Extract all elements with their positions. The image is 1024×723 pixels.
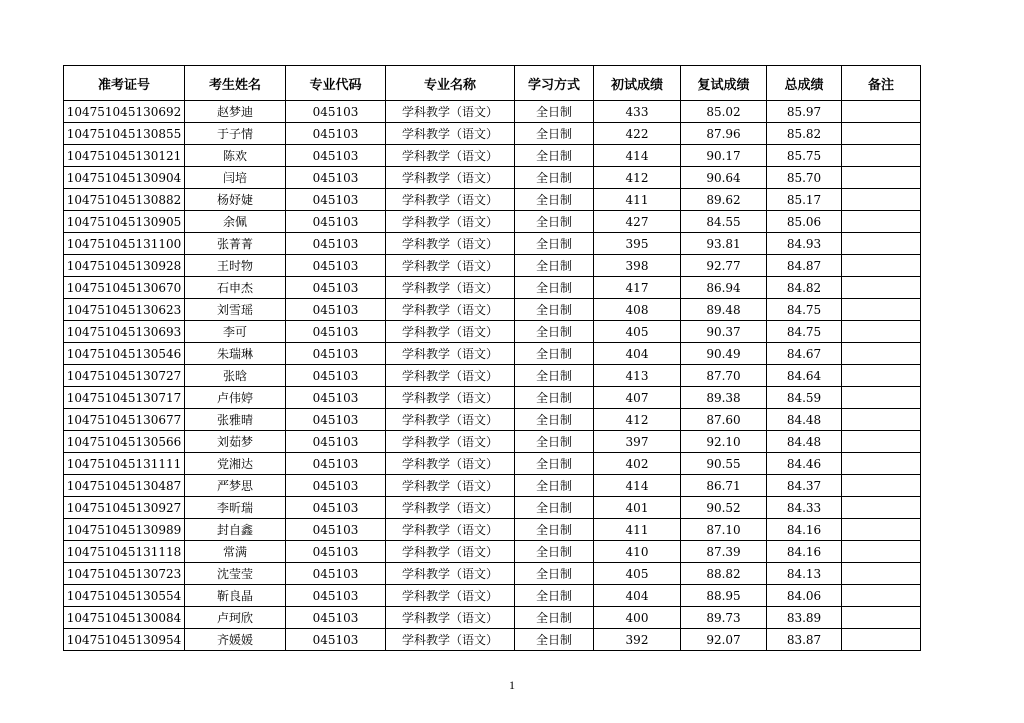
table-row	[64, 211, 921, 233]
cell-major-name: 学科教学（语文）	[386, 299, 515, 321]
header-cell-study-mode: 学习方式	[515, 66, 594, 101]
cell-study-mode: 全日制	[515, 255, 594, 277]
cell-remarks	[842, 409, 921, 431]
table-row	[64, 299, 921, 321]
cell-remarks	[842, 453, 921, 475]
header-row	[64, 66, 921, 101]
cell-exam-id: 104751045130727	[64, 365, 185, 387]
cell-name: 赵梦迪	[185, 101, 286, 123]
cell-remarks	[842, 387, 921, 409]
cell-remarks	[842, 189, 921, 211]
cell-major-name: 学科教学（语文）	[386, 453, 515, 475]
cell-study-mode: 全日制	[515, 101, 594, 123]
cell-remarks	[842, 123, 921, 145]
cell-remarks	[842, 585, 921, 607]
cell-initial-score: 417	[594, 277, 681, 299]
cell-major-code: 045103	[286, 431, 386, 453]
cell-exam-id: 104751045130546	[64, 343, 185, 365]
cell-exam-id: 104751045130905	[64, 211, 185, 233]
cell-total-score: 84.67	[767, 343, 842, 365]
cell-total-score: 84.75	[767, 321, 842, 343]
cell-study-mode: 全日制	[515, 189, 594, 211]
cell-initial-score: 412	[594, 167, 681, 189]
cell-remarks	[842, 299, 921, 321]
header-cell-major-name: 专业名称	[386, 66, 515, 101]
cell-study-mode: 全日制	[515, 167, 594, 189]
cell-major-code: 045103	[286, 145, 386, 167]
table-row	[64, 453, 921, 475]
score-table	[63, 65, 921, 651]
cell-exam-id: 104751045130670	[64, 277, 185, 299]
table-row	[64, 255, 921, 277]
cell-major-code: 045103	[286, 189, 386, 211]
cell-exam-id: 104751045130487	[64, 475, 185, 497]
cell-name: 张雅晴	[185, 409, 286, 431]
cell-major-code: 045103	[286, 519, 386, 541]
cell-major-code: 045103	[286, 101, 386, 123]
cell-name: 张晗	[185, 365, 286, 387]
cell-major-code: 045103	[286, 497, 386, 519]
table-row	[64, 101, 921, 123]
cell-total-score: 84.93	[767, 233, 842, 255]
cell-initial-score: 411	[594, 189, 681, 211]
cell-name: 李昕瑞	[185, 497, 286, 519]
cell-major-code: 045103	[286, 585, 386, 607]
cell-exam-id: 104751045130677	[64, 409, 185, 431]
cell-total-score: 85.97	[767, 101, 842, 123]
cell-remarks	[842, 321, 921, 343]
cell-exam-id: 104751045130927	[64, 497, 185, 519]
header-cell-initial-score: 初试成绩	[594, 66, 681, 101]
cell-major-name: 学科教学（语文）	[386, 343, 515, 365]
cell-name: 严梦思	[185, 475, 286, 497]
cell-total-score: 84.37	[767, 475, 842, 497]
cell-total-score: 84.48	[767, 409, 842, 431]
table-row	[64, 167, 921, 189]
cell-total-score: 84.87	[767, 255, 842, 277]
table-row	[64, 497, 921, 519]
cell-exam-id: 104751045130623	[64, 299, 185, 321]
cell-study-mode: 全日制	[515, 453, 594, 475]
cell-total-score: 84.75	[767, 299, 842, 321]
cell-exam-id: 104751045131118	[64, 541, 185, 563]
cell-exam-id: 104751045130693	[64, 321, 185, 343]
cell-major-name: 学科教学（语文）	[386, 541, 515, 563]
cell-total-score: 84.16	[767, 519, 842, 541]
table-row	[64, 343, 921, 365]
cell-major-code: 045103	[286, 563, 386, 585]
cell-major-code: 045103	[286, 365, 386, 387]
cell-initial-score: 392	[594, 629, 681, 651]
table-row	[64, 365, 921, 387]
cell-study-mode: 全日制	[515, 123, 594, 145]
cell-initial-score: 433	[594, 101, 681, 123]
cell-study-mode: 全日制	[515, 607, 594, 629]
cell-major-name: 学科教学（语文）	[386, 211, 515, 233]
cell-initial-score: 395	[594, 233, 681, 255]
cell-major-code: 045103	[286, 255, 386, 277]
cell-retest-score: 85.02	[681, 101, 767, 123]
cell-initial-score: 422	[594, 123, 681, 145]
table-row	[64, 563, 921, 585]
table-row	[64, 541, 921, 563]
cell-retest-score: 87.10	[681, 519, 767, 541]
cell-study-mode: 全日制	[515, 299, 594, 321]
cell-remarks	[842, 233, 921, 255]
cell-study-mode: 全日制	[515, 541, 594, 563]
cell-major-name: 学科教学（语文）	[386, 497, 515, 519]
header-cell-retest-score: 复试成绩	[681, 66, 767, 101]
header-cell-major-code: 专业代码	[286, 66, 386, 101]
cell-initial-score: 400	[594, 607, 681, 629]
cell-initial-score: 402	[594, 453, 681, 475]
table-row	[64, 189, 921, 211]
cell-major-name: 学科教学（语文）	[386, 101, 515, 123]
table-body	[64, 101, 921, 651]
cell-major-code: 045103	[286, 233, 386, 255]
cell-name: 于子情	[185, 123, 286, 145]
cell-name: 闫培	[185, 167, 286, 189]
cell-study-mode: 全日制	[515, 519, 594, 541]
cell-remarks	[842, 343, 921, 365]
table-row	[64, 629, 921, 651]
cell-initial-score: 405	[594, 563, 681, 585]
table-row	[64, 607, 921, 629]
cell-total-score: 84.16	[767, 541, 842, 563]
table-row	[64, 277, 921, 299]
cell-initial-score: 408	[594, 299, 681, 321]
cell-major-name: 学科教学（语文）	[386, 629, 515, 651]
table-row	[64, 233, 921, 255]
cell-major-name: 学科教学（语文）	[386, 607, 515, 629]
cell-initial-score: 404	[594, 343, 681, 365]
cell-remarks	[842, 145, 921, 167]
cell-total-score: 84.59	[767, 387, 842, 409]
cell-remarks	[842, 365, 921, 387]
cell-study-mode: 全日制	[515, 585, 594, 607]
cell-major-code: 045103	[286, 277, 386, 299]
cell-initial-score: 414	[594, 475, 681, 497]
cell-name: 靳良晶	[185, 585, 286, 607]
cell-initial-score: 397	[594, 431, 681, 453]
table-row	[64, 387, 921, 409]
cell-major-name: 学科教学（语文）	[386, 277, 515, 299]
header-cell-name: 考生姓名	[185, 66, 286, 101]
cell-major-name: 学科教学（语文）	[386, 145, 515, 167]
cell-study-mode: 全日制	[515, 387, 594, 409]
cell-major-name: 学科教学（语文）	[386, 365, 515, 387]
cell-exam-id: 104751045130121	[64, 145, 185, 167]
cell-initial-score: 413	[594, 365, 681, 387]
cell-retest-score: 87.70	[681, 365, 767, 387]
table-row	[64, 431, 921, 453]
cell-retest-score: 87.39	[681, 541, 767, 563]
cell-initial-score: 411	[594, 519, 681, 541]
cell-retest-score: 90.17	[681, 145, 767, 167]
cell-retest-score: 86.94	[681, 277, 767, 299]
cell-total-score: 84.48	[767, 431, 842, 453]
cell-total-score: 85.75	[767, 145, 842, 167]
cell-name: 刘茹梦	[185, 431, 286, 453]
cell-major-name: 学科教学（语文）	[386, 563, 515, 585]
cell-major-name: 学科教学（语文）	[386, 321, 515, 343]
cell-retest-score: 89.48	[681, 299, 767, 321]
cell-exam-id: 104751045130928	[64, 255, 185, 277]
cell-name: 封自鑫	[185, 519, 286, 541]
cell-exam-id: 104751045130882	[64, 189, 185, 211]
cell-retest-score: 89.38	[681, 387, 767, 409]
cell-major-code: 045103	[286, 387, 386, 409]
cell-name: 党湘达	[185, 453, 286, 475]
cell-total-score: 84.06	[767, 585, 842, 607]
cell-name: 齐媛媛	[185, 629, 286, 651]
header-cell-exam-id: 准考证号	[64, 66, 185, 101]
cell-total-score: 85.82	[767, 123, 842, 145]
cell-name: 卢珂欣	[185, 607, 286, 629]
cell-major-name: 学科教学（语文）	[386, 255, 515, 277]
cell-retest-score: 86.71	[681, 475, 767, 497]
cell-total-score: 83.87	[767, 629, 842, 651]
header-cell-remarks: 备注	[842, 66, 921, 101]
cell-study-mode: 全日制	[515, 211, 594, 233]
cell-name: 卢伟婷	[185, 387, 286, 409]
cell-major-code: 045103	[286, 299, 386, 321]
cell-major-code: 045103	[286, 541, 386, 563]
cell-name: 朱瑞琳	[185, 343, 286, 365]
cell-name: 李可	[185, 321, 286, 343]
cell-study-mode: 全日制	[515, 497, 594, 519]
cell-exam-id: 104751045130566	[64, 431, 185, 453]
cell-major-code: 045103	[286, 409, 386, 431]
cell-exam-id: 104751045130989	[64, 519, 185, 541]
cell-exam-id: 104751045131111	[64, 453, 185, 475]
cell-major-name: 学科教学（语文）	[386, 475, 515, 497]
cell-initial-score: 414	[594, 145, 681, 167]
cell-exam-id: 104751045130855	[64, 123, 185, 145]
cell-remarks	[842, 431, 921, 453]
cell-name: 石申杰	[185, 277, 286, 299]
cell-retest-score: 92.07	[681, 629, 767, 651]
cell-study-mode: 全日制	[515, 475, 594, 497]
table-row	[64, 585, 921, 607]
cell-total-score: 84.13	[767, 563, 842, 585]
cell-major-name: 学科教学（语文）	[386, 519, 515, 541]
cell-study-mode: 全日制	[515, 365, 594, 387]
cell-name: 王时物	[185, 255, 286, 277]
cell-study-mode: 全日制	[515, 343, 594, 365]
cell-remarks	[842, 255, 921, 277]
cell-major-code: 045103	[286, 607, 386, 629]
cell-major-name: 学科教学（语文）	[386, 409, 515, 431]
cell-retest-score: 93.81	[681, 233, 767, 255]
cell-major-name: 学科教学（语文）	[386, 431, 515, 453]
cell-study-mode: 全日制	[515, 321, 594, 343]
cell-total-score: 83.89	[767, 607, 842, 629]
cell-major-code: 045103	[286, 629, 386, 651]
cell-retest-score: 92.77	[681, 255, 767, 277]
cell-retest-score: 90.64	[681, 167, 767, 189]
cell-retest-score: 90.37	[681, 321, 767, 343]
cell-remarks	[842, 277, 921, 299]
cell-total-score: 85.17	[767, 189, 842, 211]
cell-major-name: 学科教学（语文）	[386, 387, 515, 409]
cell-exam-id: 104751045130084	[64, 607, 185, 629]
cell-retest-score: 90.52	[681, 497, 767, 519]
cell-initial-score: 410	[594, 541, 681, 563]
cell-retest-score: 92.10	[681, 431, 767, 453]
cell-exam-id: 104751045130954	[64, 629, 185, 651]
cell-major-code: 045103	[286, 211, 386, 233]
cell-initial-score: 427	[594, 211, 681, 233]
cell-major-name: 学科教学（语文）	[386, 123, 515, 145]
cell-major-name: 学科教学（语文）	[386, 189, 515, 211]
table-row	[64, 409, 921, 431]
cell-exam-id: 104751045130717	[64, 387, 185, 409]
cell-study-mode: 全日制	[515, 145, 594, 167]
cell-retest-score: 87.96	[681, 123, 767, 145]
cell-exam-id: 104751045131100	[64, 233, 185, 255]
table-row	[64, 145, 921, 167]
cell-study-mode: 全日制	[515, 431, 594, 453]
cell-total-score: 84.64	[767, 365, 842, 387]
cell-exam-id: 104751045130692	[64, 101, 185, 123]
cell-major-name: 学科教学（语文）	[386, 167, 515, 189]
cell-retest-score: 88.82	[681, 563, 767, 585]
cell-major-code: 045103	[286, 343, 386, 365]
cell-major-code: 045103	[286, 167, 386, 189]
cell-study-mode: 全日制	[515, 563, 594, 585]
cell-name: 张菁菁	[185, 233, 286, 255]
cell-retest-score: 89.73	[681, 607, 767, 629]
cell-total-score: 84.33	[767, 497, 842, 519]
cell-retest-score: 90.55	[681, 453, 767, 475]
header-cell-total-score: 总成绩	[767, 66, 842, 101]
cell-study-mode: 全日制	[515, 409, 594, 431]
cell-initial-score: 401	[594, 497, 681, 519]
cell-total-score: 84.82	[767, 277, 842, 299]
cell-exam-id: 104751045130723	[64, 563, 185, 585]
page-number: 1	[509, 678, 515, 692]
cell-name: 刘雪瑶	[185, 299, 286, 321]
cell-name: 沈莹莹	[185, 563, 286, 585]
cell-remarks	[842, 475, 921, 497]
cell-name: 常满	[185, 541, 286, 563]
cell-retest-score: 87.60	[681, 409, 767, 431]
cell-total-score: 84.46	[767, 453, 842, 475]
table-row	[64, 475, 921, 497]
cell-study-mode: 全日制	[515, 277, 594, 299]
cell-major-name: 学科教学（语文）	[386, 233, 515, 255]
cell-remarks	[842, 607, 921, 629]
cell-name: 杨妤婕	[185, 189, 286, 211]
cell-major-code: 045103	[286, 321, 386, 343]
cell-retest-score: 88.95	[681, 585, 767, 607]
cell-total-score: 85.70	[767, 167, 842, 189]
table-row	[64, 123, 921, 145]
cell-remarks	[842, 101, 921, 123]
cell-exam-id: 104751045130554	[64, 585, 185, 607]
cell-initial-score: 398	[594, 255, 681, 277]
table-row	[64, 321, 921, 343]
cell-initial-score: 412	[594, 409, 681, 431]
cell-remarks	[842, 629, 921, 651]
cell-exam-id: 104751045130904	[64, 167, 185, 189]
cell-initial-score: 404	[594, 585, 681, 607]
cell-major-code: 045103	[286, 123, 386, 145]
cell-retest-score: 84.55	[681, 211, 767, 233]
cell-initial-score: 407	[594, 387, 681, 409]
cell-remarks	[842, 167, 921, 189]
cell-remarks	[842, 497, 921, 519]
cell-major-code: 045103	[286, 453, 386, 475]
cell-retest-score: 89.62	[681, 189, 767, 211]
cell-name: 陈欢	[185, 145, 286, 167]
cell-study-mode: 全日制	[515, 233, 594, 255]
cell-remarks	[842, 563, 921, 585]
cell-major-name: 学科教学（语文）	[386, 585, 515, 607]
cell-retest-score: 90.49	[681, 343, 767, 365]
cell-initial-score: 405	[594, 321, 681, 343]
table-row	[64, 519, 921, 541]
cell-major-code: 045103	[286, 475, 386, 497]
cell-total-score: 85.06	[767, 211, 842, 233]
cell-remarks	[842, 211, 921, 233]
cell-study-mode: 全日制	[515, 629, 594, 651]
cell-name: 余佩	[185, 211, 286, 233]
cell-remarks	[842, 519, 921, 541]
cell-remarks	[842, 541, 921, 563]
